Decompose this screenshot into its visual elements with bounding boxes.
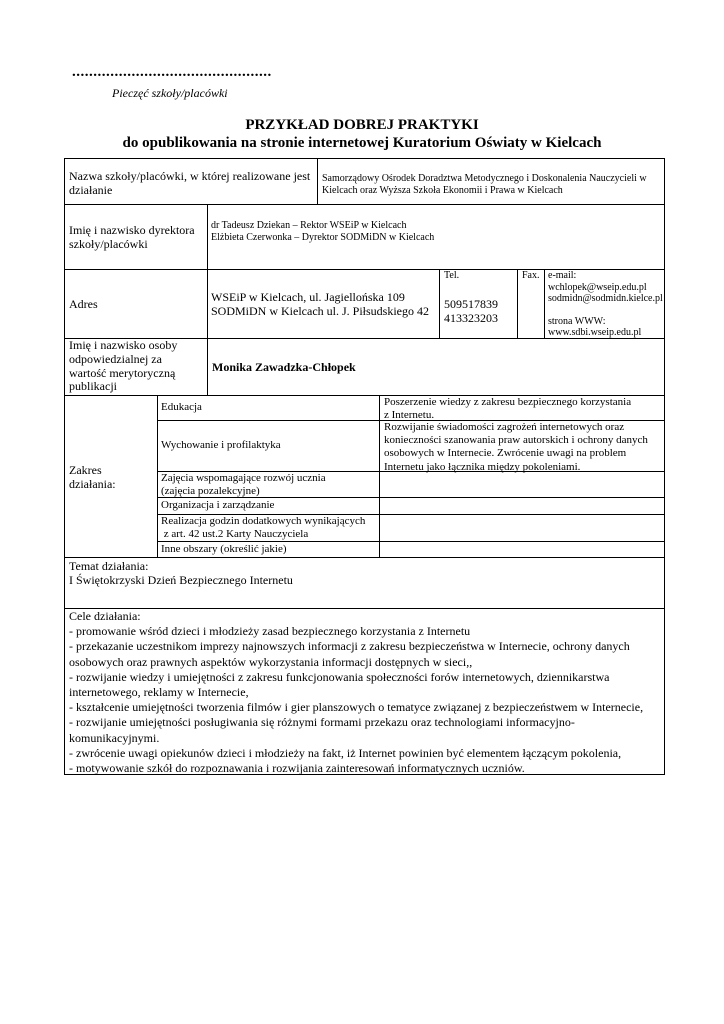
address-value: WSEiP w Kielcach, ul. Jagiellońska 109 SODMiDN w Kielcach ul. J. Piłsudskiego 42 (211, 290, 429, 319)
school-name-value: Samorządowy Ośrodek Doradztwa Metodycznego i Doskonalenia Nauczycieli w Kielcach oraz Wyższa Szkoła Ekonomii i Prawa w Kielcach (322, 173, 647, 196)
scope-area-extracurricular: Zajęcia wspomagające rozwój ucznia (zajęcia pozalekcyjne) (161, 472, 326, 498)
document-title: PRZYKŁAD DOBREJ PRAKTYKI (245, 117, 479, 133)
row-divider (65, 557, 664, 558)
goal-line: internetowego, reklamy w Internecie, (69, 685, 249, 700)
stamp-caption: Pieczęć szkoły/placówki (112, 86, 228, 100)
goal-line: komunikacyjnymi. (69, 730, 160, 745)
col-divider (439, 269, 440, 338)
responsible-label: Imię i nazwisko osoby odpowiedzialnej za wartość merytoryczną publikacji (69, 338, 178, 394)
stamp-dotted-line: ............................................... (72, 64, 272, 80)
scope-area-management: Organizacja i zarządzanie (161, 499, 275, 511)
goal-line: - rozwijanie umiejętności posługiwania się różnymi formami przekazu oraz technologiami informacyjno- (69, 715, 575, 730)
col-divider (207, 338, 208, 395)
scope-label: Zakres działania: (69, 463, 116, 492)
goal-line: - kształcenie umiejętności tworzenia filmów i gier planszowych o tematyce związanej z bezpieczeństwem w Internecie, (69, 700, 644, 715)
school-name-label: Nazwa szkoły/placówki, w której realizowane jest działanie (69, 169, 311, 198)
tel-label: Tel. (444, 270, 460, 281)
topic-block: Temat działania: I Świętokrzyski Dzień Bezpiecznego Internetu (69, 559, 293, 588)
responsible-value: Monika Zawadzka-Chłopek (212, 360, 356, 374)
scope-area-upbringing: Wychowanie i profilaktyka (161, 439, 281, 451)
row-divider (65, 204, 664, 205)
goal-line: - rozwijanie wiedzy i umiejętności z zakresu funkcjonowania społeczności forów internetowych, dziennikarstwa (69, 669, 610, 684)
goal-line: - motywowanie szkół do rozpoznawania i rozwijania zainteresowań informatycznych uczniów. (69, 761, 525, 776)
scope-desc-upbringing: Rozwijanie świadomości zagrożeń internetowych oraz konieczności szanowania praw autorskich i ochrony danych osobowych w Internecie. Zwrócenie uwagi na problem Internetu jako łącznika między pokoleniami. (384, 421, 648, 473)
director-value: dr Tadeusz Dziekan – Rektor WSEiP w Kielcach Elżbieta Czerwonka – Dyrektor SODMiDN w Kielcach (211, 220, 435, 243)
goal-line: - promowanie wśród dzieci i młodzieży zasad bezpiecznego korzystania z Internetu (69, 624, 471, 639)
col-divider (379, 395, 380, 557)
scope-area-other: Inne obszary (określić jakie) (161, 543, 287, 555)
scope-area-extra-hours: Realizacja godzin dodatkowych wynikających z art. 42 ust.2 Karty Nauczyciela (161, 515, 366, 541)
director-label: Imię i nazwisko dyrektora szkoły/placówki (69, 223, 195, 252)
contact-email: e-mail: wchlopek@wseip.edu.pl sodmidn@sodmidn.kielce.pl strona WWW: www.sdbi.wseip.edu.pl (548, 270, 663, 338)
document-subtitle: do opublikowania na stronie internetowej Kuratorium Oświaty w Kielcach (122, 135, 602, 151)
goals-label: Cele działania: (69, 609, 141, 623)
practice-form-table (64, 158, 665, 775)
col-divider (207, 204, 208, 338)
scope-area-education: Edukacja (161, 401, 202, 413)
goal-line: - zwrócenie uwagi opiekunów dzieci i młodzieży na fakt, iż Internet powinien być elementem łączącym pokolenia, (69, 745, 622, 760)
address-label: Adres (69, 297, 98, 311)
col-divider (517, 269, 518, 338)
goal-line: - przekazanie uczestnikom imprezy najnowszych informacji z zakresu bezpieczeństwa w Internecie, ochrony danych (69, 639, 630, 654)
goals-block (69, 609, 661, 776)
col-divider (157, 395, 158, 557)
col-divider (317, 159, 318, 204)
fax-label: Fax. (522, 270, 540, 281)
scope-desc-education: Poszerzenie wiedzy z zakresu bezpiecznego korzystania z Internetu. (384, 396, 632, 422)
goal-line: osobowych oraz prawnych aspektów wykorzystania informacji dostępnych w sieci,, (69, 654, 473, 669)
col-divider (544, 269, 545, 338)
tel-value: 509517839 413323203 (444, 297, 498, 326)
